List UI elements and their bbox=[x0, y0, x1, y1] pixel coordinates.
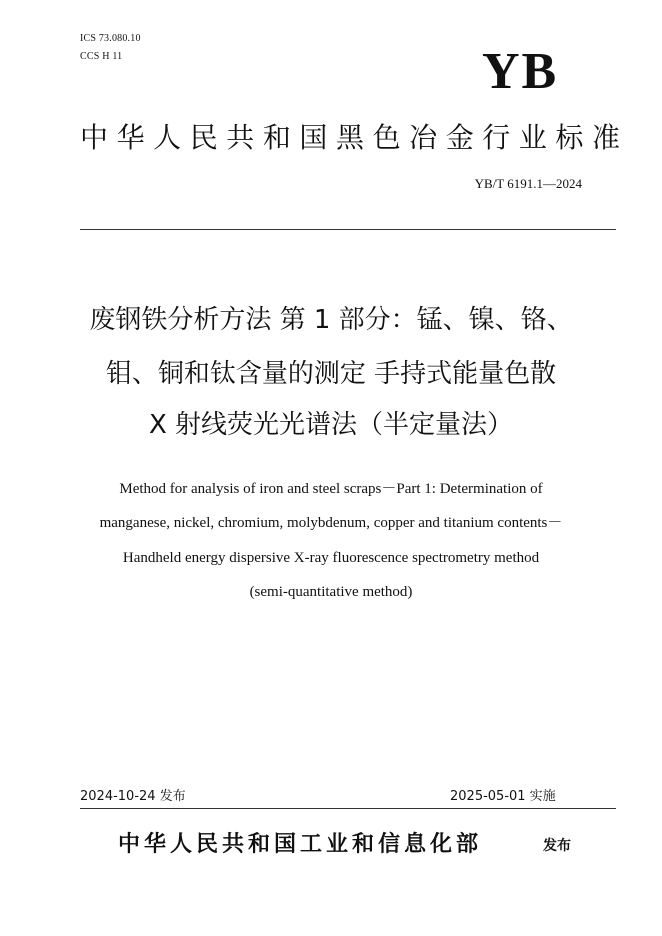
ics-code: ICS 73.080.10 bbox=[80, 33, 141, 44]
chinese-title-line-2: 钼、铜和钛含量的测定 手持式能量色散 bbox=[105, 359, 557, 389]
english-title-line-3: Handheld energy dispersive X-ray fluorescence spectrometry method bbox=[122, 550, 540, 566]
issuer-suffix: 发布 bbox=[543, 838, 571, 854]
standard-number: YB/T 6191.1—2024 bbox=[474, 176, 582, 191]
implementation-date: 2025-05-01 实施 bbox=[450, 789, 556, 804]
standard-category-title: 中华人民共和国黑色冶金行业标准 bbox=[80, 121, 620, 154]
yb-logo: YB bbox=[482, 43, 559, 100]
top-divider bbox=[80, 229, 616, 230]
chinese-title-line-3: X 射线荧光光谱法（半定量法） bbox=[148, 410, 514, 440]
chinese-title-line-1: 废钢铁分析方法 第 1 部分：锰、镍、铬、 bbox=[89, 305, 573, 335]
english-title-line-2: manganese, nickel, chromium, molybdenum, copper and titanium contents－ bbox=[99, 515, 563, 531]
issue-date: 2024-10-24 发布 bbox=[80, 789, 186, 804]
english-title-line-1: Method for analysis of iron and steel scraps－Part 1: Determination of bbox=[119, 481, 543, 497]
english-title-line-4: (semi-quantitative method) bbox=[249, 584, 413, 600]
ccs-code: CCS H 11 bbox=[80, 51, 123, 62]
bottom-divider bbox=[80, 808, 616, 809]
issuing-authority: 中华人民共和国工业和信息化部 bbox=[118, 832, 483, 857]
